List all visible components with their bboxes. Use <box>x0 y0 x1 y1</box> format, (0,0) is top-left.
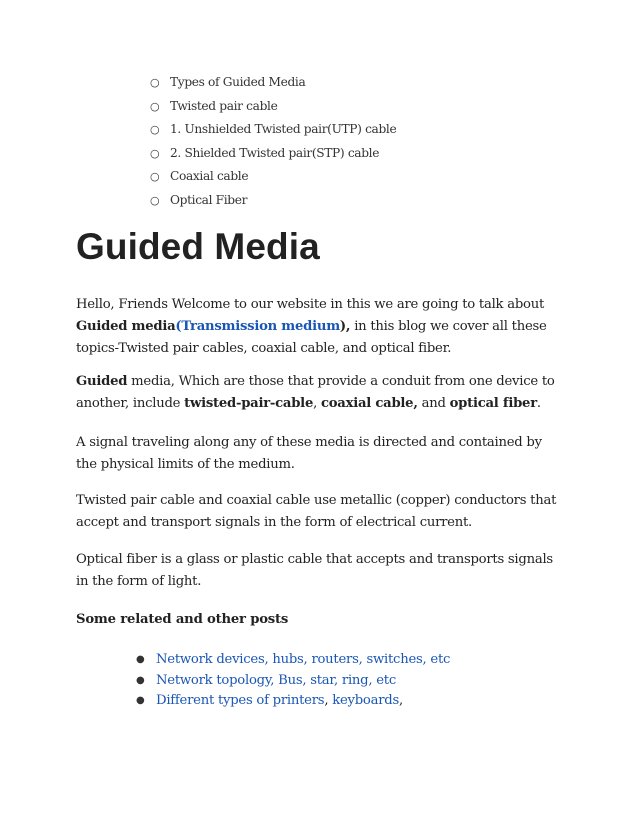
list-item <box>136 671 450 692</box>
twisted-pair-bold: twisted-pair-cable <box>184 396 314 411</box>
toc-item[interactable] <box>150 119 396 143</box>
guided-bold: Guided <box>76 374 128 389</box>
intro-paragraph <box>76 294 558 360</box>
separator: , <box>324 693 333 708</box>
signal-paragraph: A signal traveling along any of these media is directed and contained by the physical limits of the medium. <box>76 435 542 472</box>
network-topology-link[interactable]: Network topology, Bus, star, ring, etc <box>156 672 396 688</box>
intro-bold-close: ), <box>339 319 351 334</box>
hollow-circle-bullet-icon: ○ <box>150 123 160 137</box>
toc-item-label: 2. Shielded Twisted pair(STP) cable <box>170 145 380 160</box>
printers-link[interactable]: Different types of printers <box>156 693 325 708</box>
filled-circle-bullet-icon: ● <box>136 674 145 686</box>
related-posts-list <box>136 650 450 712</box>
toc-item[interactable] <box>150 190 396 214</box>
toc-item-label: 1. Unshielded Twisted pair(UTP) cable <box>170 122 397 137</box>
hollow-circle-bullet-icon: ○ <box>150 99 160 113</box>
trailing-comma: , <box>398 693 403 708</box>
toc-item-label: Types of Guided Media <box>170 75 306 89</box>
optical-fiber-paragraph: Optical fiber is a glass or plastic cable that accepts and transports signals in the form of light. <box>76 552 553 589</box>
intro-text: Hello, Friends Welcome to our website in this we are going to talk about <box>76 297 545 312</box>
list-item <box>136 650 450 671</box>
toc-item-label: Coaxial cable <box>170 169 249 184</box>
separator: and <box>417 396 450 411</box>
filled-circle-bullet-icon: ● <box>136 654 145 665</box>
coaxial-bold: coaxial cable, <box>320 396 418 411</box>
period: . <box>536 396 541 411</box>
hollow-circle-bullet-icon: ○ <box>150 193 160 207</box>
network-devices-link[interactable]: Network devices, hubs, routers, switches, etc <box>156 652 451 667</box>
definition-text: media, Which are those that provide a conduit from one device to another, include <box>76 374 555 411</box>
table-of-contents <box>150 72 396 214</box>
toc-item[interactable] <box>150 72 396 96</box>
toc-item[interactable] <box>150 166 396 190</box>
toc-item[interactable] <box>150 96 396 120</box>
guided-definition-paragraph <box>76 371 558 415</box>
intro-text-rest: in this blog we cover all these topics-Twisted pair cables, coaxial cable, and optical fiber. <box>76 319 547 356</box>
transmission-medium-link[interactable]: (Transmission medium <box>175 319 340 334</box>
toc-item-label: Optical Fiber <box>170 192 248 207</box>
separator: , <box>313 396 321 411</box>
related-posts-heading: Some related and other posts <box>76 612 289 627</box>
keyboards-link[interactable]: keyboards <box>332 693 399 708</box>
optical-fiber-bold: optical fiber <box>449 396 537 411</box>
intro-bold-term: Guided media <box>76 319 176 334</box>
page-title: Guided Media <box>76 226 320 267</box>
hollow-circle-bullet-icon: ○ <box>150 170 160 184</box>
filled-circle-bullet-icon: ● <box>136 695 145 706</box>
list-item <box>136 691 450 712</box>
hollow-circle-bullet-icon: ○ <box>150 76 160 89</box>
toc-item[interactable] <box>150 143 396 167</box>
twisted-coaxial-paragraph: Twisted pair cable and coaxial cable use metallic (copper) conductors that accept and transport signals in the form of electrical current. <box>76 493 557 530</box>
toc-item-label: Twisted pair cable <box>170 98 278 113</box>
hollow-circle-bullet-icon: ○ <box>150 146 160 160</box>
